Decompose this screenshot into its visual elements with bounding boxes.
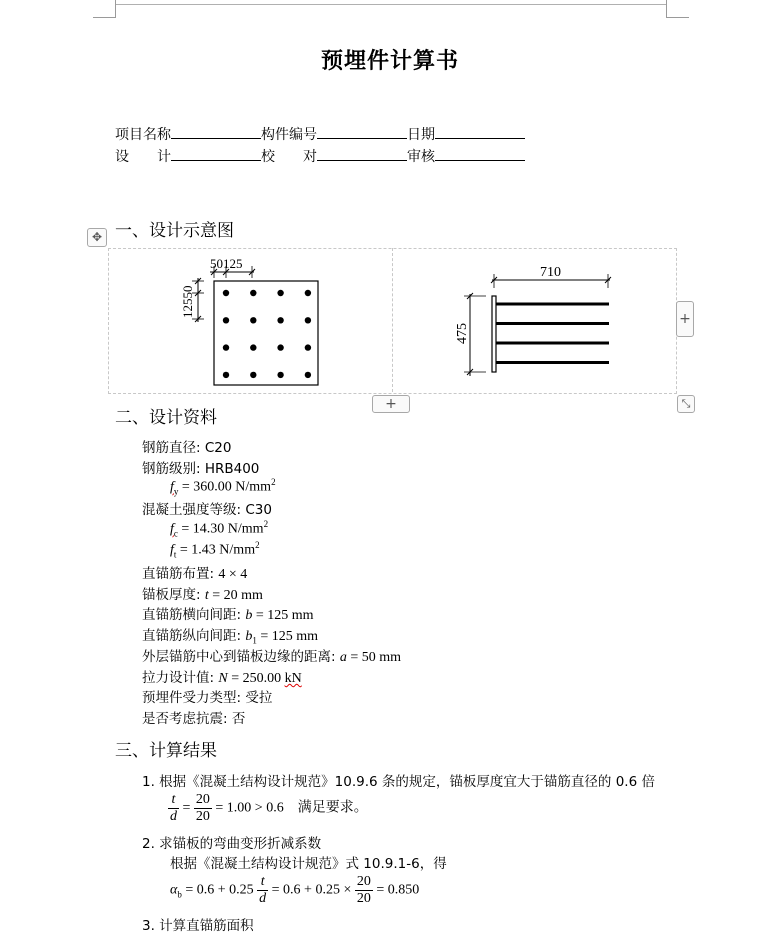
- anchor-bar-grid: [223, 290, 311, 378]
- plan-top-dimension: 50125: [210, 256, 243, 271]
- result-2-text: 2. 求锚板的弯曲变形折减系数: [142, 836, 322, 852]
- design-label: 设 计: [115, 149, 171, 165]
- design-field[interactable]: [171, 146, 261, 161]
- anchor-elevation-diagram: [452, 258, 622, 382]
- anchor-layout-line: 直锚筋布置: 4 × 4: [142, 566, 248, 582]
- t-over-d-fraction: $\frac{t}{d}$: [170, 792, 177, 824]
- anchor-bar-dot: [305, 344, 311, 350]
- plate-thickness-line: 锚板厚度: t = 20 mm: [142, 587, 263, 603]
- fy-line: $f_y = 360.00$ $N/mm^2$: [170, 477, 276, 497]
- result-3-text: 3. 计算直锚筋面积: [142, 918, 254, 934]
- tension-design-value-line: 拉力设计值: N = 250.00 kN: [142, 670, 302, 686]
- anchor-bar-dot: [305, 290, 311, 296]
- anchor-bar-dot: [223, 317, 229, 323]
- elevation-top-dimension: 710: [540, 265, 561, 280]
- page-corner-mark-left: [93, 0, 116, 18]
- anchor-bar-dot: [305, 372, 311, 378]
- section-heading-design-data: 二、设计资料: [115, 408, 217, 428]
- fc-line: $f_c = 14.30$ $N/mm^2$: [170, 519, 269, 539]
- section-heading-results: 三、计算结果: [115, 741, 217, 761]
- anchor-bar-dot: [277, 317, 283, 323]
- anchor-bar-dot: [305, 317, 311, 323]
- anchor-bar-dot: [250, 344, 256, 350]
- result-2-subtext: 根据《混凝土结构设计规范》式 10.9.1-6，得: [170, 856, 447, 872]
- project-name-field[interactable]: [171, 124, 261, 139]
- bar-diameter-line: 钢筋直径: C20: [142, 440, 232, 456]
- review-label: 审核: [407, 149, 435, 165]
- anchor-bar-dot: [223, 290, 229, 296]
- document-title: 预埋件计算书: [320, 49, 459, 74]
- vertical-spacing-line: 直锚筋纵向间距: $b_1 = 125$ mm: [142, 628, 319, 646]
- anchor-bar-dot: [250, 372, 256, 378]
- result-2-formula: $\alpha_b = 0.6 + 0.25$ $\frac{t}{d}$ = 0.6 + 0.25 × $\frac{20}{20}$ = 0.850: [170, 874, 420, 906]
- project-name-label: 项目名称: [115, 127, 171, 143]
- seismic-line: 是否考虑抗震: 否: [142, 711, 246, 727]
- ft-line: $f_t = 1.43$ $N/mm^2$: [170, 540, 260, 560]
- check-label: 校 对: [261, 149, 317, 165]
- anchor-bar-dot: [277, 372, 283, 378]
- date-label: 日期: [407, 127, 435, 143]
- add-column-button[interactable]: +: [676, 301, 694, 337]
- anchor-bar-dot: [250, 290, 256, 296]
- plan-side-dimension: 12550: [180, 285, 195, 318]
- section-heading-diagram: 一、设计示意图: [115, 221, 234, 241]
- edge-distance-line: 外层锚筋中心到锚板边缘的距离: a = 50 mm: [142, 649, 402, 665]
- review-field[interactable]: [435, 146, 525, 161]
- anchor-bar-dot: [277, 290, 283, 296]
- component-no-field[interactable]: [317, 124, 407, 139]
- horizontal-spacing-line: 直锚筋横向间距: b = 125 mm: [142, 607, 314, 623]
- twenty-over-twenty-fraction: $\frac{20}{20}$: [195, 792, 210, 824]
- diagram-table-divider: [392, 248, 393, 392]
- check-field[interactable]: [317, 146, 407, 161]
- info-row-2: [115, 146, 525, 166]
- anchor-plate-plan-diagram: [170, 252, 330, 388]
- bar-grade-line: 钢筋级别: HRB400: [142, 461, 260, 477]
- anchor-bar-dot: [250, 317, 256, 323]
- page-top-rule: [116, 4, 666, 5]
- component-no-label: 构件编号: [261, 127, 317, 143]
- anchor-bar-dot: [223, 372, 229, 378]
- anchor-bars-elevation: [496, 304, 609, 363]
- result-1-formula: $\frac{t}{d}$ = $\frac{20}{20}$ = 1.00 > 0.6 满足要求。: [170, 792, 368, 824]
- table-resize-handle[interactable]: ⤡: [677, 395, 695, 413]
- result-1-text: 1. 根据《混凝土结构设计规范》10.9.6 条的规定，锚板厚度宜大于锚筋直径的 0.6 倍: [142, 774, 655, 790]
- elevation-side-dimension: 475: [455, 323, 470, 344]
- table-move-handle[interactable]: ✥: [87, 228, 107, 247]
- alpha-t-over-d-fraction: $\frac{t}{d}$: [259, 874, 267, 906]
- alpha-twenty-over-twenty-fraction: $\frac{20}{20}$: [356, 874, 371, 906]
- page-corner-mark-right: [666, 0, 689, 18]
- anchor-bar-dot: [277, 344, 283, 350]
- concrete-grade-line: 混凝土强度等级: C30: [142, 502, 272, 518]
- info-row-1: [115, 124, 525, 144]
- force-type-line: 预埋件受力类型: 受拉: [142, 690, 273, 706]
- anchor-bar-dot: [223, 344, 229, 350]
- date-field[interactable]: [435, 124, 525, 139]
- add-row-button[interactable]: +: [372, 395, 410, 413]
